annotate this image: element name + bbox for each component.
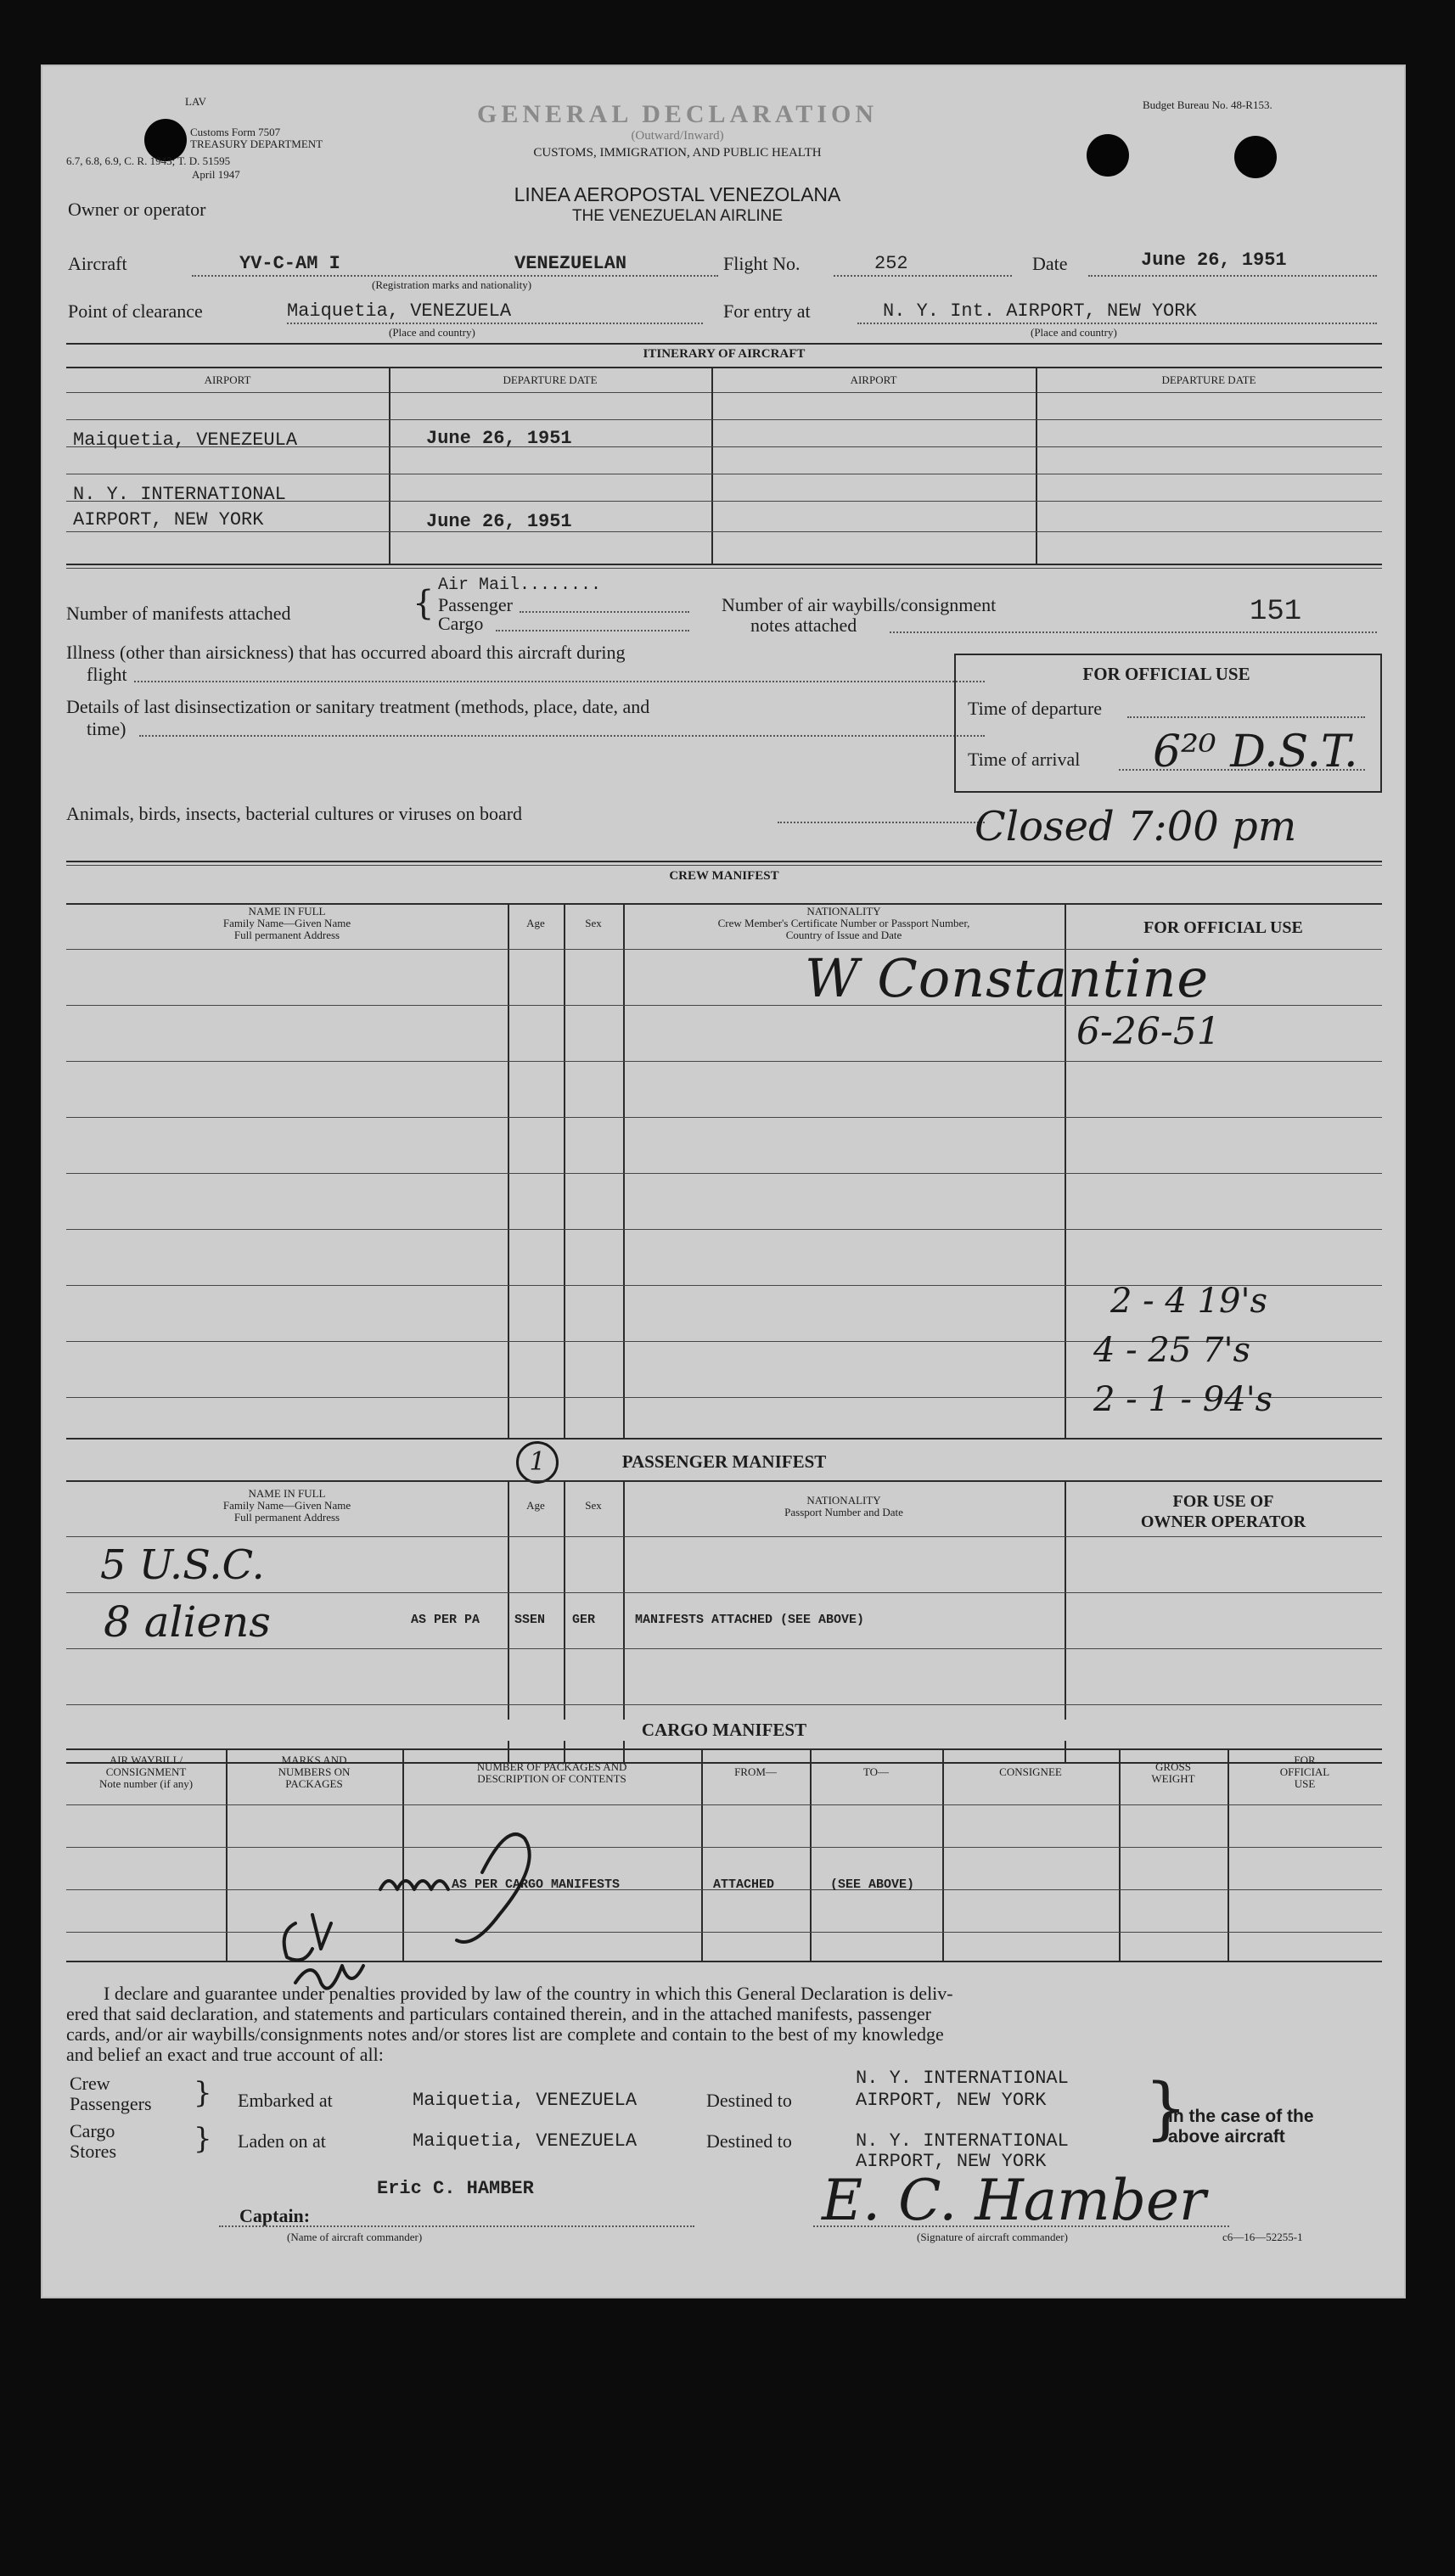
form-department-line: TREASURY DEPARTMENT	[190, 137, 323, 150]
crew-col-name-3: Full permanent Address	[233, 929, 340, 941]
crew-col-sex: Sex	[585, 917, 602, 929]
arrival-time-label: Time of arrival	[968, 749, 1081, 770]
embarked-label: Embarked at	[238, 2090, 333, 2111]
cargo-brace: }	[194, 2122, 212, 2156]
manifest-cargo: Cargo	[438, 613, 484, 634]
itinerary-col-departure-1: DEPARTURE DATE	[503, 373, 598, 386]
passenger-col-age: Age	[526, 1499, 545, 1512]
form-date-line: April 1947	[192, 168, 240, 181]
passenger-col-name-1: NAME IN FULL	[248, 1487, 326, 1500]
cargo-col-desc-2: DESCRIPTION OF CONTENTS	[477, 1772, 626, 1785]
itinerary-row-1-date: June 26, 1951	[426, 428, 572, 449]
cargo-col-from: FROM—	[734, 1765, 777, 1778]
cargo-col-waybill-2: CONSIGNMENT	[105, 1765, 187, 1778]
manifest-passenger: Passenger	[438, 594, 513, 615]
entry-label: For entry at	[723, 300, 811, 322]
itinerary-col-airport-2: AIRPORT	[850, 373, 897, 386]
captain-signature: E. C. Hamber	[822, 2168, 1206, 2233]
waybills-count: 151	[1250, 596, 1302, 628]
passenger-col-owner-1: FOR USE OF	[1172, 1492, 1274, 1511]
form-regulation-line: 6.7, 6.8, 6.9, C. R. 1943; T. D. 51595	[66, 154, 231, 167]
passenger-col-name-3: Full permanent Address	[233, 1511, 340, 1524]
form-title: GENERAL DECLARATION	[476, 100, 878, 128]
passenger-typed-manifests: MANIFESTS ATTACHED (SEE ABOVE)	[635, 1613, 865, 1627]
passenger-typed-ger: GER	[572, 1613, 596, 1627]
cargo-col-weight-2: WEIGHT	[1151, 1772, 1195, 1785]
owner-label: Owner or operator	[68, 199, 206, 220]
departure-time-label: Time of departure	[968, 698, 1103, 719]
captain-label: Captain:	[239, 2205, 311, 2226]
crew-col-nat-1: NATIONALITY	[806, 905, 881, 918]
clearance-caption: (Place and country)	[389, 326, 475, 339]
crew-col-nat-3: Country of Issue and Date	[785, 929, 902, 941]
in-case-2: above aircraft	[1168, 2127, 1285, 2147]
crew-note-1: 2 - 4 19's	[1110, 1282, 1267, 1321]
punch-hole	[1234, 136, 1277, 178]
itinerary-row-1-airport: Maiquetia, VENEZEULA	[73, 429, 298, 451]
flight-no-label: Flight No.	[723, 253, 801, 274]
date-label: Date	[1032, 253, 1068, 274]
cargo-col-to: TO—	[862, 1765, 890, 1778]
crew-col-name-1: NAME IN FULL	[248, 905, 326, 918]
passenger-col-nat-2: Passport Number and Date	[784, 1506, 903, 1518]
cargo-col-official-2: OFFICIAL	[1279, 1765, 1330, 1778]
manifests-label: Number of manifests attached	[66, 603, 291, 624]
passenger-hand-note-2: 8 aliens	[104, 1597, 271, 1647]
itinerary-row-3-date: June 26, 1951	[426, 511, 572, 532]
cargo-col-marks-2: NUMBERS ON	[278, 1765, 351, 1778]
disinsect-question-1: Details of last disinsectization or sanitary treatment (methods, place, date, and	[66, 696, 650, 717]
arrival-time-value: 6²⁰ D.S.T.	[1153, 727, 1358, 777]
cargo-col-waybill-3: Note number (if any)	[98, 1777, 194, 1790]
itinerary-row-3-airport: AIRPORT, NEW YORK	[73, 509, 264, 530]
waybills-label-1: Number of air waybills/consignment	[722, 594, 997, 615]
destination-1a: N. Y. INTERNATIONAL	[856, 2068, 1069, 2089]
itinerary-col-departure-2: DEPARTURE DATE	[1161, 373, 1256, 386]
form-subtitle: (Outward/Inward)	[631, 129, 724, 143]
passenger-col-sex: Sex	[585, 1499, 602, 1512]
passenger-heading: PASSENGER MANIFEST	[621, 1451, 827, 1472]
laden-label: Laden on at	[238, 2130, 326, 2152]
crew-brace: }	[194, 2076, 212, 2110]
passenger-typed-ssen: SSEN	[514, 1613, 546, 1627]
cargo-col-official-1: FOR	[1294, 1754, 1316, 1766]
animals-question: Animals, birds, insects, bacterial cultures or viruses on board	[66, 803, 523, 824]
aircraft-registration: YV-C-AM I	[239, 253, 340, 274]
cargo-typed-to: (SEE ABOVE)	[830, 1877, 915, 1892]
passenger-col-name-2: Family Name—Given Name	[222, 1499, 351, 1512]
cargo-col-consignee: CONSIGNEE	[999, 1765, 1062, 1778]
waybills-label-2: notes attached	[750, 615, 857, 636]
entry-place: N. Y. Int. AIRPORT, NEW YORK	[883, 300, 1197, 322]
cargo-col-marks-1: MARKS AND	[281, 1754, 347, 1766]
cargo-heading: CARGO MANIFEST	[66, 1720, 1382, 1741]
crew-note-2: 4 - 25 7's	[1093, 1331, 1250, 1370]
itinerary-col-airport-1: AIRPORT	[204, 373, 251, 386]
clearance-label: Point of clearance	[68, 300, 203, 322]
cargo-col-desc-1: NUMBER OF PACKAGES AND	[476, 1760, 627, 1773]
itinerary-heading: ITINERARY OF AIRCRAFT	[643, 347, 806, 361]
laden-place: Maiquetia, VENEZUELA	[413, 2130, 638, 2152]
cargo-typed-from: ATTACHED	[713, 1877, 775, 1892]
flight-date: June 26, 1951	[1141, 250, 1287, 271]
passenger-col-owner-2: OWNER OPERATOR	[1140, 1512, 1306, 1531]
sign-caption: (Signature of aircraft commander)	[917, 2231, 1068, 2243]
entry-caption: (Place and country)	[1031, 326, 1117, 339]
cargo-handwritten-scrawl	[261, 1787, 703, 2000]
crew-heading: CREW MANIFEST	[669, 869, 779, 883]
captain-name: Eric C. HAMBER	[377, 2178, 534, 2199]
name-caption: (Name of aircraft commander)	[287, 2231, 423, 2243]
declaration-stores: Stores	[70, 2141, 116, 2162]
cargo-typed-desc: AS PER CARGO MANIFESTS	[452, 1877, 621, 1892]
destination-1b: AIRPORT, NEW YORK	[856, 2090, 1047, 2111]
airline-name: LINEA AEROPOSTAL VENEZOLANA	[514, 183, 841, 205]
flight-number: 252	[874, 253, 908, 274]
cargo-col-official-3: USE	[1294, 1777, 1316, 1790]
crew-sign-date: 6-26-51	[1076, 1010, 1221, 1053]
declaration-text-3: cards, and/or air waybills/consignments notes and/or stores list are complete and contain to the best of my knowledge	[66, 2023, 944, 2045]
budget-number: Budget Bureau No. 48-R153.	[1143, 98, 1272, 111]
itinerary-row-2-airport: N. Y. INTERNATIONAL	[73, 484, 286, 505]
constantine-signature: W Constantine	[805, 947, 1210, 1009]
crew-col-name-2: Family Name—Given Name	[222, 917, 351, 929]
in-case-1: in the case of the	[1168, 2107, 1314, 2126]
form-agencies: CUSTOMS, IMMIGRATION, AND PUBLIC HEALTH	[533, 146, 822, 160]
official-use-heading: FOR OFFICIAL USE	[1082, 664, 1250, 684]
cargo-col-marks-3: PACKAGES	[285, 1777, 343, 1790]
declaration-form	[41, 65, 1406, 2298]
aircraft-nationality: VENEZUELAN	[514, 253, 627, 274]
crew-note-3: 2 - 1 - 94's	[1093, 1380, 1273, 1419]
punch-hole	[1087, 134, 1129, 177]
declaration-text-1: I declare and guarantee under penalties provided by law of the country in which this General Declaration is deliv-	[104, 1983, 953, 2004]
passenger-circle-mark: 1	[516, 1441, 559, 1484]
closed-note: Closed 7:00 pm	[975, 803, 1297, 850]
crew-col-official: FOR OFFICIAL USE	[1143, 918, 1303, 937]
destined-label-2: Destined to	[706, 2130, 792, 2152]
form-print-number: c6—16—52255-1	[1222, 2231, 1303, 2243]
manifest-air-mail: Air Mail........	[438, 575, 602, 595]
declaration-crew: Crew	[70, 2073, 110, 2094]
form-top-code: LAV	[185, 95, 207, 108]
declaration-passengers: Passengers	[70, 2093, 152, 2114]
aircraft-label: Aircraft	[68, 253, 127, 274]
illness-question-1: Illness (other than airsickness) that has occurred aboard this aircraft during	[66, 642, 626, 663]
cargo-col-weight-1: GROSS	[1155, 1760, 1191, 1773]
form-number-line: Customs Form 7507	[190, 126, 281, 138]
destination-2b: AIRPORT, NEW YORK	[856, 2151, 1047, 2172]
destination-2a: N. Y. INTERNATIONAL	[856, 2130, 1069, 2152]
manifests-brace: {	[413, 584, 435, 623]
clearance-place: Maiquetia, VENEZUELA	[287, 300, 512, 322]
cargo-col-waybill-1: AIR WAYBILL/	[109, 1754, 183, 1766]
airline-english: THE VENEZUELAN AIRLINE	[571, 207, 784, 225]
passenger-typed-as-per: AS PER PA	[411, 1613, 480, 1627]
crew-col-nat-2: Crew Member's Certificate Number or Passport Number,	[717, 917, 970, 929]
aircraft-brace: }	[1144, 2068, 1188, 2147]
embarked-place: Maiquetia, VENEZUELA	[413, 2090, 638, 2111]
crew-col-age: Age	[526, 917, 545, 929]
registration-caption: (Registration marks and nationality)	[372, 278, 532, 291]
declaration-text-4: and belief an exact and true account of all:	[66, 2044, 384, 2065]
illness-question-2: flight	[87, 664, 127, 685]
disinsect-question-2: time)	[87, 718, 126, 739]
passenger-hand-note-1: 5 U.S.C.	[100, 1541, 265, 1589]
passenger-col-nat-1: NATIONALITY	[806, 1494, 881, 1507]
destined-label-1: Destined to	[706, 2090, 792, 2111]
declaration-text-2: ered that said declaration, and statements and particulars contained therein, and in the attached manifests, passenger	[66, 2003, 931, 2024]
declaration-cargo: Cargo	[70, 2120, 115, 2141]
